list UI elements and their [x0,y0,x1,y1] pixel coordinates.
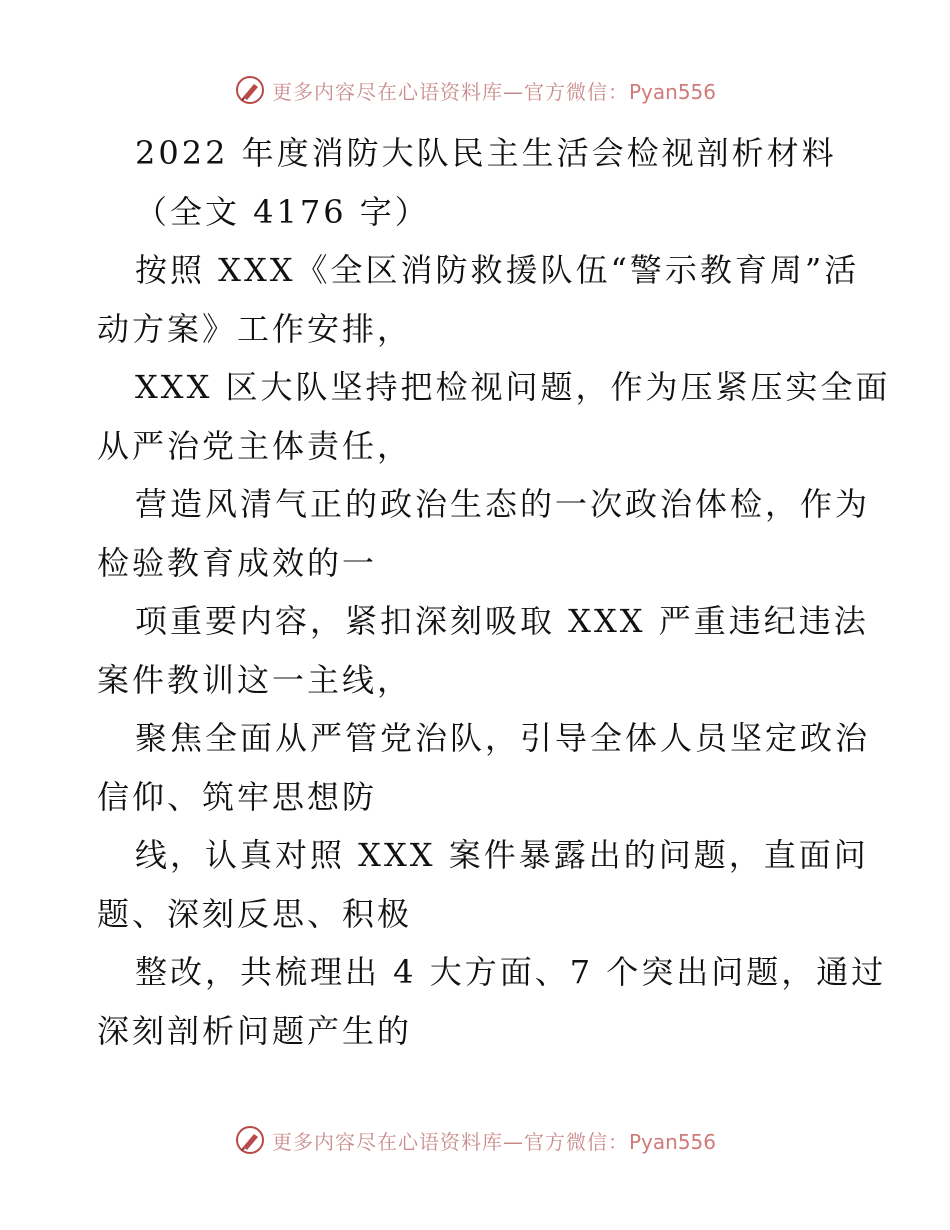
document-line: （全文 4176 字） [135,192,430,231]
watermark-header [0,72,950,108]
watermark-text: 更多内容尽在心语资料库—官方微信：Pyan556 [271,1129,716,1154]
watermark-wechat-id: Pyan556 [628,79,716,104]
document-line: 案件教训这一主线， [97,660,413,699]
document-line: 2022 年度消防大队民主生活会检视剖析材料 [135,134,837,172]
watermark-wechat-id: Pyan556 [628,1129,716,1154]
document-line: 聚焦全面从严管党治队，引导全体人员坚定政治 [135,719,871,757]
document-line: 从严治党主体责任， [97,426,413,465]
document-line: 检验教育成效的一 [97,543,378,582]
document-line: 按照 XXX《全区消防救援队伍“警示教育周”活 [135,251,860,289]
document-line: 线，认真对照 XXX 案件暴露出的问题，直面问 [135,836,869,874]
pen-logo-icon [234,1124,266,1156]
watermark-footer [0,1122,950,1158]
document-line: XXX 区大队坚持把检视问题，作为压紧压实全面 [135,368,891,406]
document-line: 题、深刻反思、积极 [97,894,413,933]
pen-logo-icon [234,74,266,106]
document-line: 营造风清气正的政治生态的一次政治体检，作为 [135,485,871,523]
watermark-text: 更多内容尽在心语资料库—官方微信：Pyan556 [271,79,716,104]
document-body [97,124,891,1060]
document-line: 信仰、筑牢思想防 [97,777,378,816]
document-line: 项重要内容，紧扣深刻吸取 XXX 严重违纪违法 [135,602,869,640]
document-line: 动方案》工作安排， [97,309,413,348]
document-line: 深刻剖析问题产生的 [97,1011,413,1050]
document-line: 整改，共梳理出 4 大方面、7 个突出问题，通过 [135,953,887,991]
